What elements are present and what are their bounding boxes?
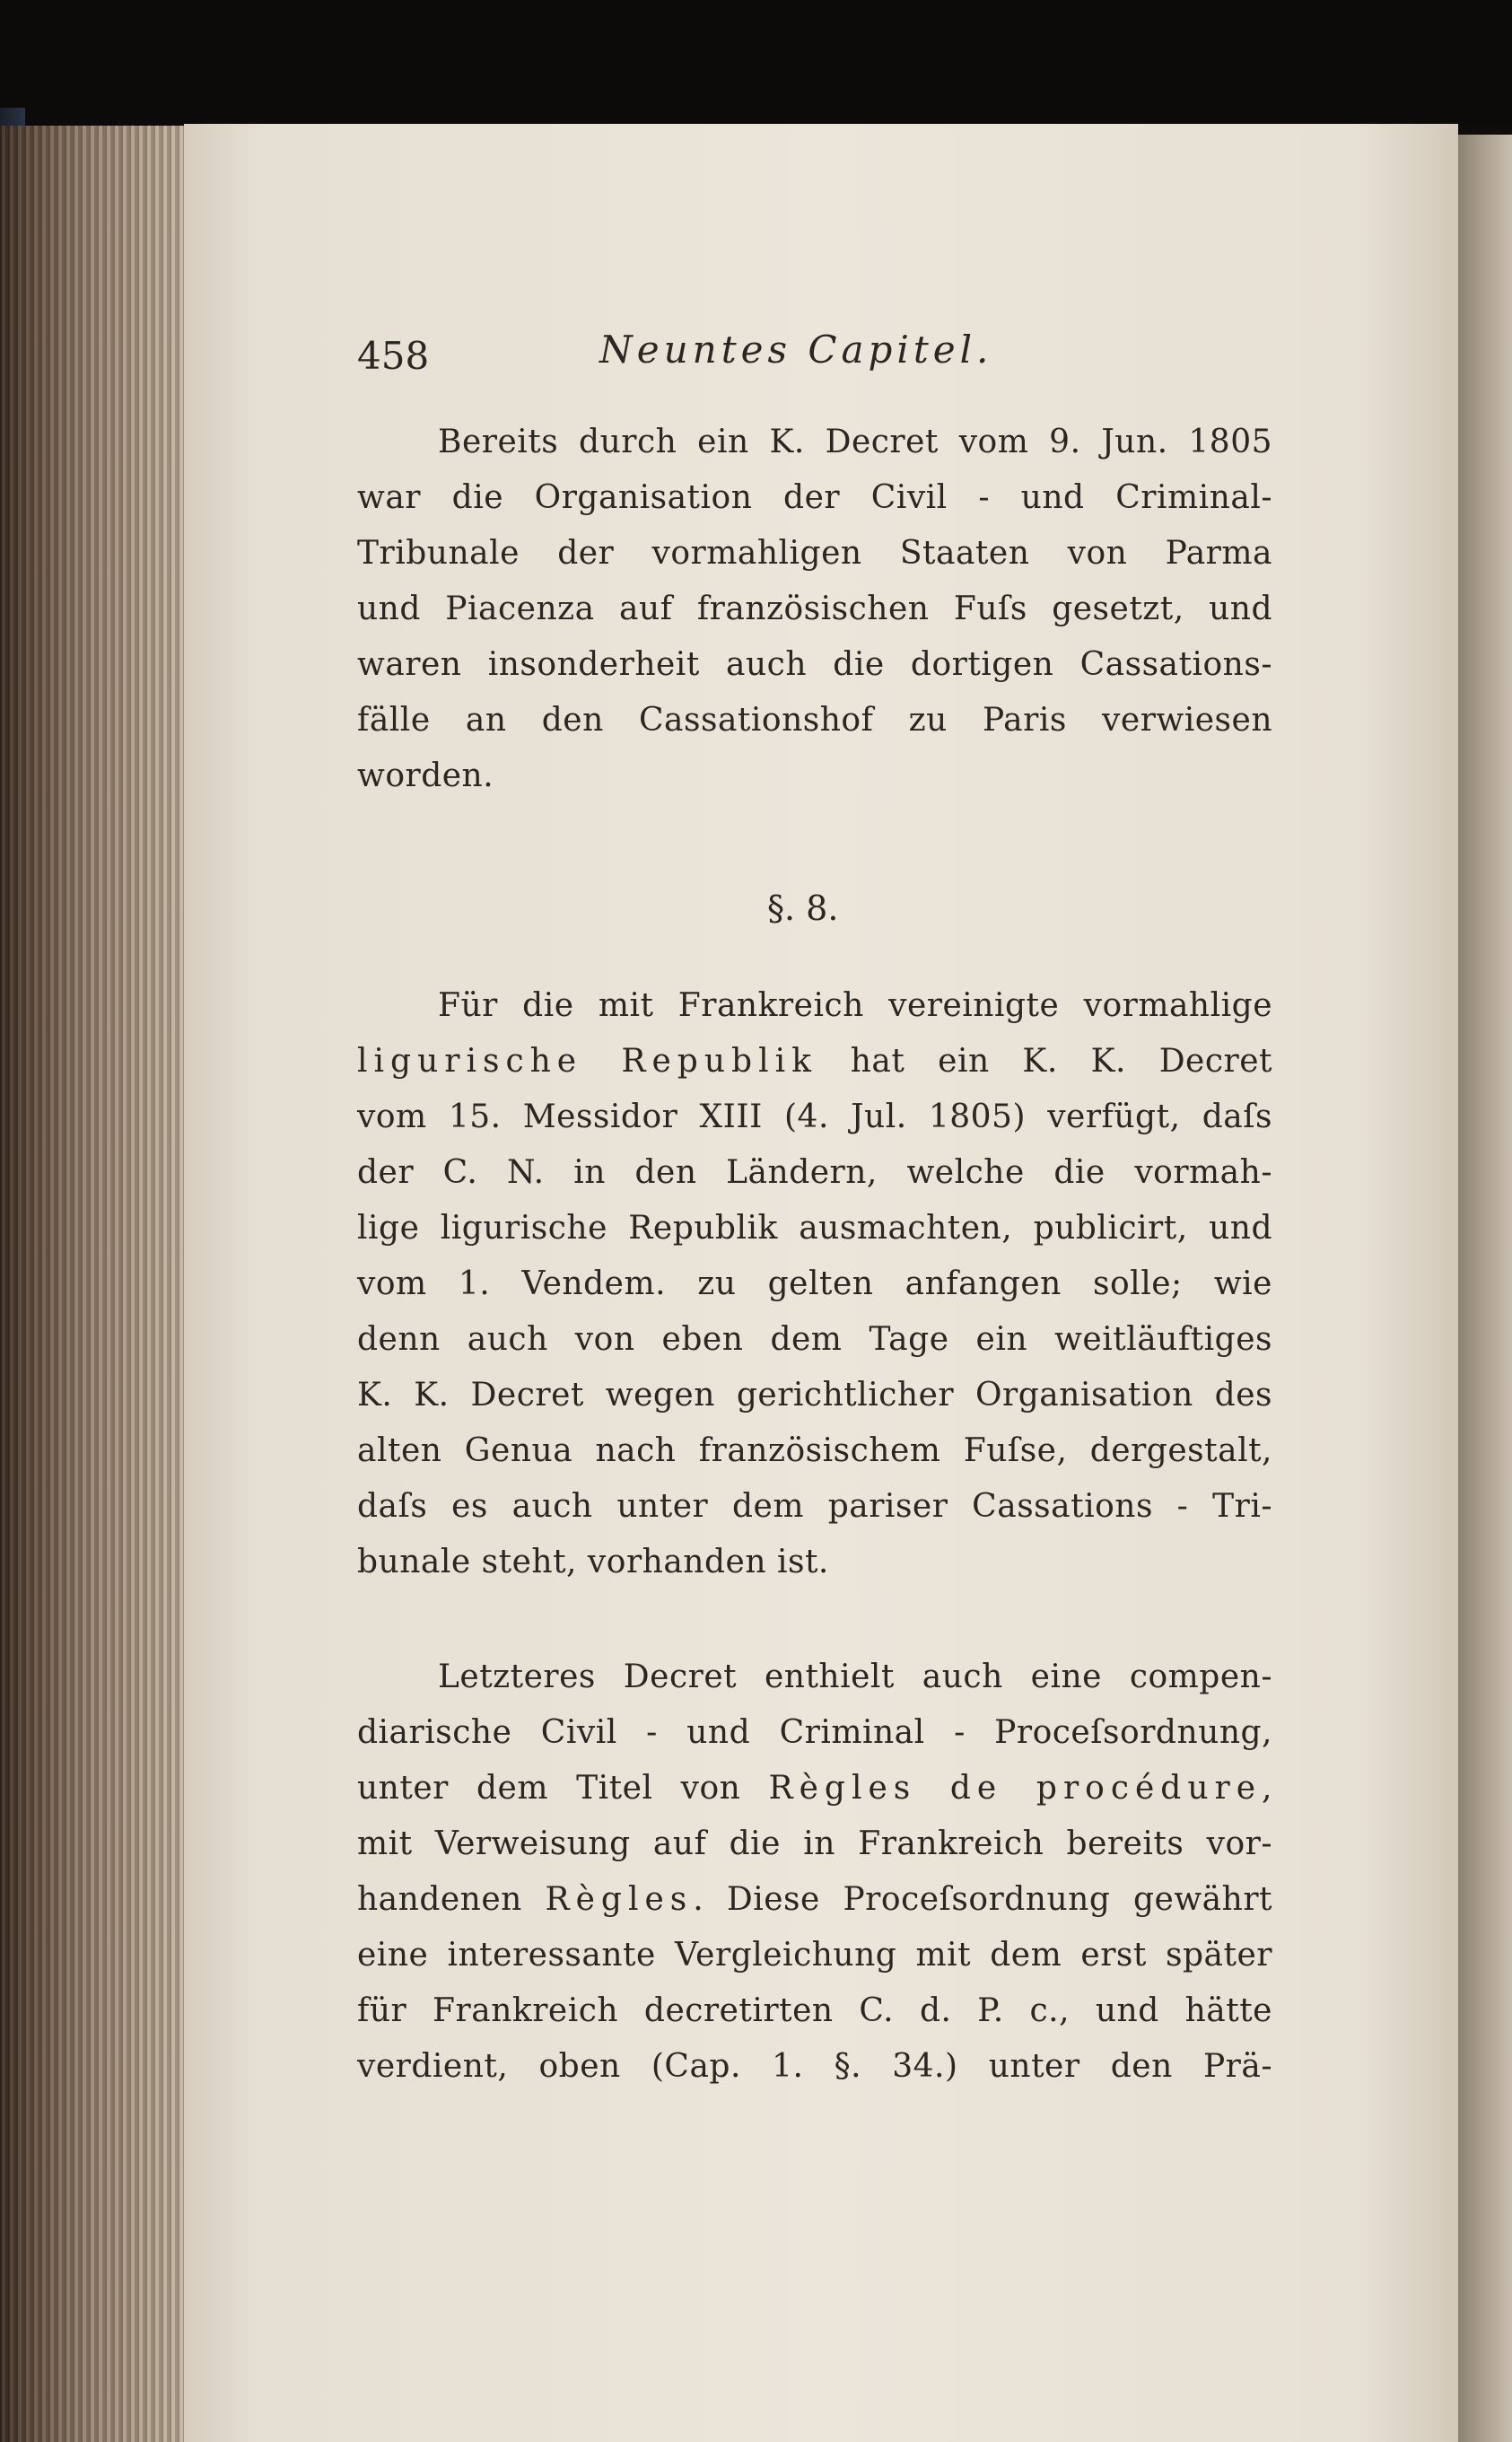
text-segment: Für die mit Frankreich vereinigte vormahlige	[438, 987, 1272, 1024]
text-line	[357, 1368, 1272, 1423]
text-segment: denn auch von eben dem Tage ein weitläuftiges	[357, 1321, 1272, 1358]
running-title	[599, 328, 992, 372]
text-line	[357, 1872, 1272, 1928]
text-segment: ,	[1262, 1770, 1272, 1807]
text-line	[357, 1145, 1272, 1201]
text-segment: diarische Civil - und Criminal - Proceſsordnung,	[357, 1714, 1272, 1751]
page-stack-edge	[0, 126, 193, 2442]
text-line	[357, 1705, 1272, 1761]
text-line: waren insonderheit auch die dortigen Cassations-	[357, 646, 1272, 683]
spaced-emphasis: ligurische Republik	[357, 1043, 817, 1080]
text-line	[357, 1479, 1272, 1535]
spaced-emphasis: Règles	[545, 1881, 694, 1918]
text-segment: handenen	[357, 1881, 546, 1918]
text-line	[357, 1535, 1272, 1590]
spaced-emphasis: Règles de procédure	[768, 1770, 1263, 1807]
text-line	[357, 978, 1272, 1034]
text-segment: bunale steht, vorhanden ist.	[357, 1544, 829, 1580]
running-title-text: Neuntes Capitel.	[599, 328, 993, 372]
section-heading: §. 8.	[767, 888, 839, 928]
text-segment: verdient, oben (Cap. 1. §. 34.) unter den Prä-	[357, 2048, 1272, 2085]
text-line	[357, 2039, 1272, 2095]
text-segment: vom 15. Messidor XIII (4. Jul. 1805) verfügt, daſs	[357, 1098, 1272, 1135]
text-segment: mit Verweisung auf die in Frankreich bereits vor-	[357, 1825, 1272, 1862]
text-line: worden.	[357, 757, 494, 794]
text-line	[357, 1761, 1272, 1816]
text-line	[357, 1090, 1272, 1145]
text-segment: lige ligurische Republik ausmachten, publicirt, und	[357, 1210, 1272, 1247]
text-line	[357, 1650, 1272, 1705]
text-segment: K. K. Decret wegen gerichtlicher Organisation des	[357, 1377, 1272, 1414]
text-segment: Letzteres Decret enthielt auch eine compen-	[438, 1659, 1272, 1695]
facing-page-edge	[1458, 135, 1512, 2442]
text-line	[357, 1816, 1272, 1872]
text-segment: . Diese Proceſsordnung gewährt	[693, 1881, 1272, 1918]
text-segment: vom 1. Vendem. zu gelten anfangen solle; wie	[357, 1265, 1272, 1302]
text-line	[357, 1256, 1272, 1312]
text-line: und Piacenza auf französischen Fuſs gesetzt, und	[357, 591, 1272, 627]
text-line: Bereits durch ein K. Decret vom 9. Jun. 1805	[438, 424, 1272, 460]
text-line	[357, 1201, 1272, 1256]
text-line	[357, 1312, 1272, 1368]
text-line	[357, 1034, 1272, 1090]
text-line	[357, 1983, 1272, 2039]
text-segment: unter dem Titel von	[357, 1770, 769, 1807]
page-number: 458	[357, 334, 430, 378]
text-segment: alten Genua nach französischem Fuſse, dergestalt,	[357, 1432, 1272, 1469]
text-line: Tribunale der vormahligen Staaten von Parma	[357, 535, 1272, 572]
text-segment: hat ein K. K. Decret	[817, 1043, 1273, 1080]
paragraph-1	[357, 415, 1272, 804]
paragraph-2	[357, 978, 1272, 1590]
text-segment: für Frankreich decretirten C. d. P. c., und hätte	[357, 1992, 1272, 2029]
text-line: war die Organisation der Civil - und Criminal-	[357, 479, 1272, 516]
text-line: fälle an den Cassationshof zu Paris verwiesen	[357, 702, 1272, 739]
text-segment: daſs es auch unter dem pariser Cassations - Tri-	[357, 1488, 1272, 1525]
text-line	[357, 1423, 1272, 1479]
text-segment: der C. N. in den Ländern, welche die vormah-	[357, 1154, 1272, 1191]
paragraph-3	[357, 1650, 1272, 2095]
scan-background	[0, 0, 1512, 126]
text-line	[357, 1928, 1272, 1983]
text-segment: eine interessante Vergleichung mit dem erst später	[357, 1937, 1272, 1974]
